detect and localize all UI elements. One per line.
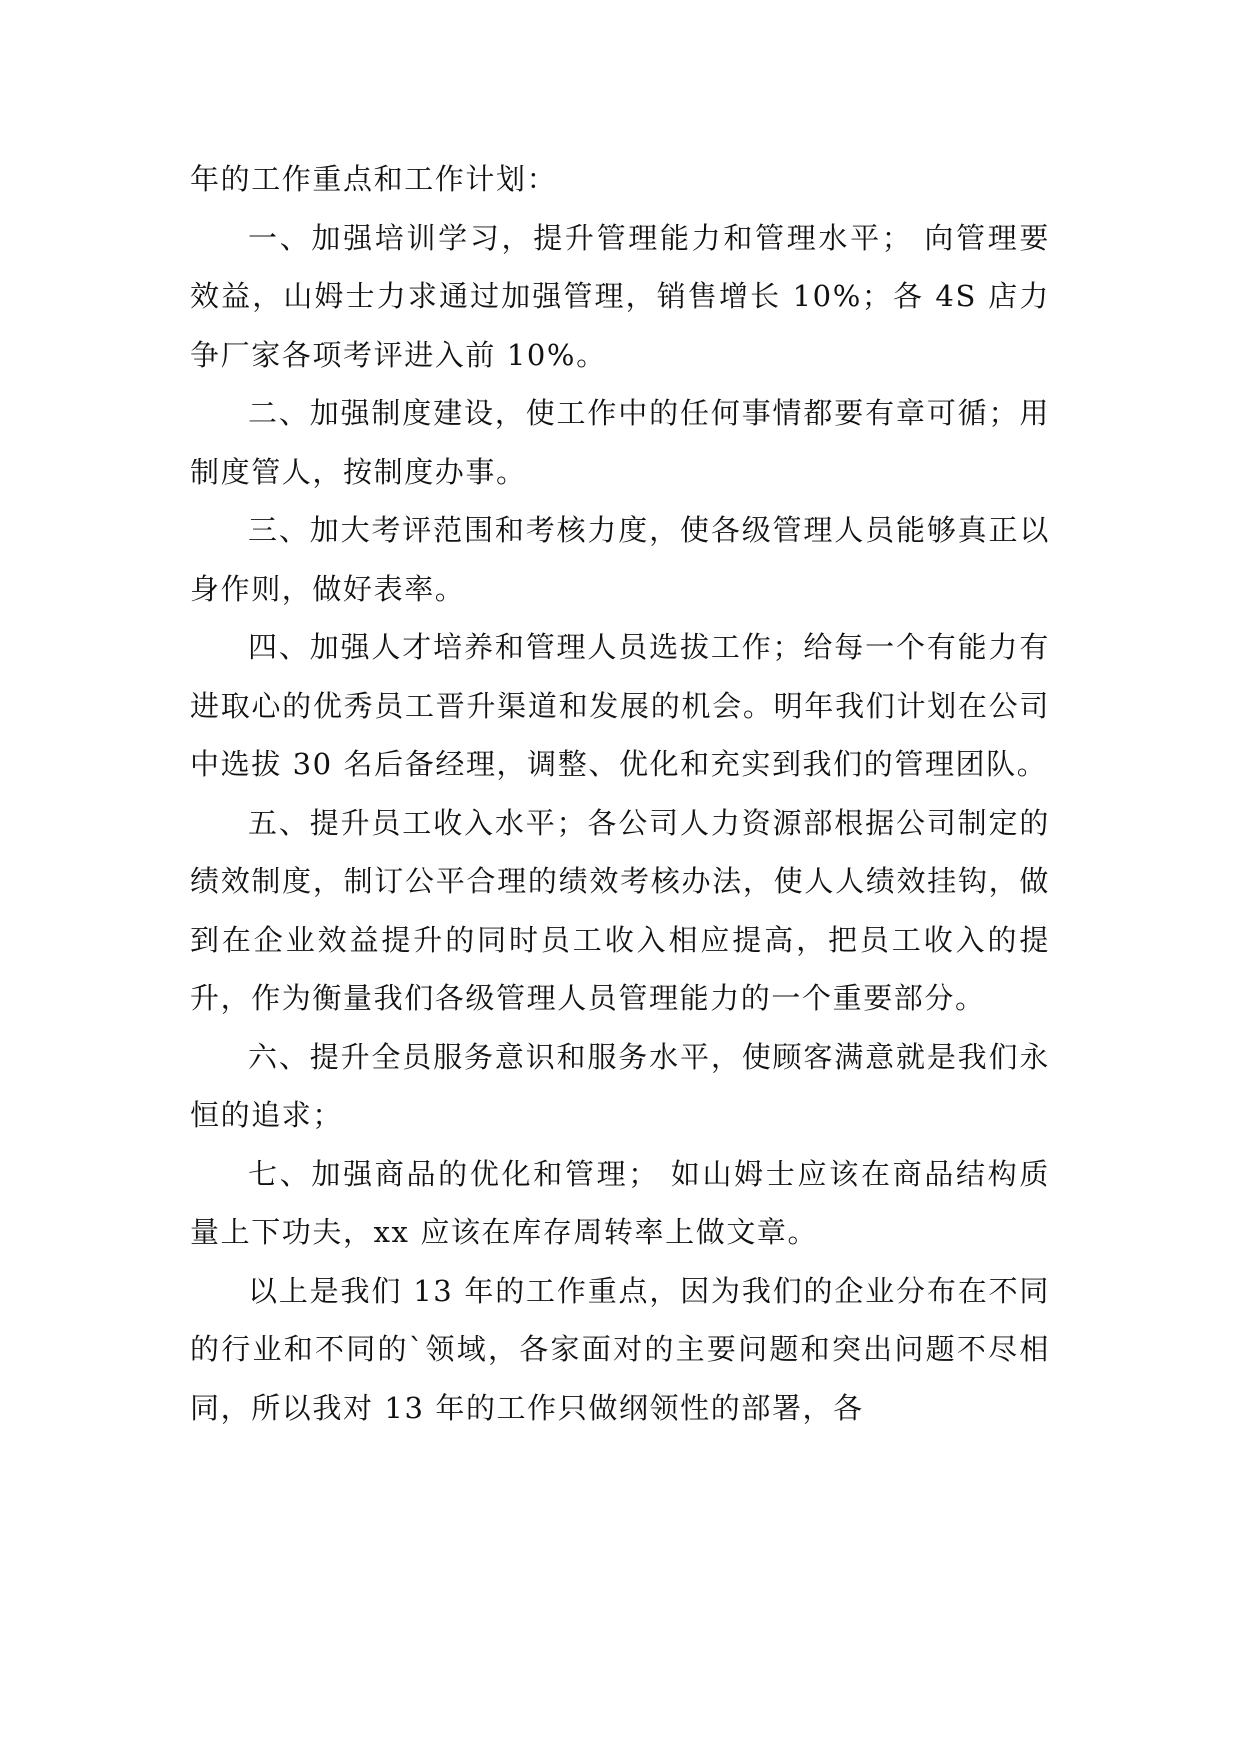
paragraph-item-1: 一、加强培训学习，提升管理能力和管理水平； 向管理要效益，山姆士力求通过加强管理，销售增长 10%；各 4S 店力争厂家各项考评进入前 10%。 xyxy=(190,220,1050,372)
paragraph-item-2: 二、加强制度建设，使工作中的任何事情都要有章可循；用制度管人，按制度办事。 xyxy=(190,396,1050,489)
paragraph-item-6: 六、提升全员服务意识和服务水平，使顾客满意就是我们永恒的追求； xyxy=(190,1039,1050,1132)
paragraph-item-4: 四、加强人才培养和管理人员选拔工作；给每一个有能力有进取心的优秀员工晋升渠道和发展的机会。明年我们计划在公司中选拔 30 名后备经理，调整、优化和充实到我们的管理团队。 xyxy=(190,630,1050,781)
paragraph-item-3: 三、加大考评范围和考核力度，使各级管理人员能够真正以身作则，做好表率。 xyxy=(190,513,1050,606)
paragraph-item-7: 七、加强商品的优化和管理； 如山姆士应该在商品结构质量上下功夫，xx 应该在库存周转率上做文章。 xyxy=(190,1156,1050,1249)
paragraph-item-5: 五、提升员工收入水平；各公司人力资源部根据公司制定的绩效制度，制订公平合理的绩效考核办法，使人人绩效挂钩，做到在企业效益提升的同时员工收入相应提高，把员工收入的提升，作为衡量我们各级管理人员管理能力的一个重要部分。 xyxy=(190,805,1050,1015)
document-page xyxy=(190,150,1050,1437)
paragraph-intro: 年的工作重点和工作计划： xyxy=(190,162,558,196)
paragraph-summary: 以上是我们 13 年的工作重点，因为我们的企业分布在不同的行业和不同的`领域，各家面对的主要问题和突出问题不尽相同，所以我对 13 年的工作只做纲领性的部署，各 xyxy=(190,1273,1050,1425)
